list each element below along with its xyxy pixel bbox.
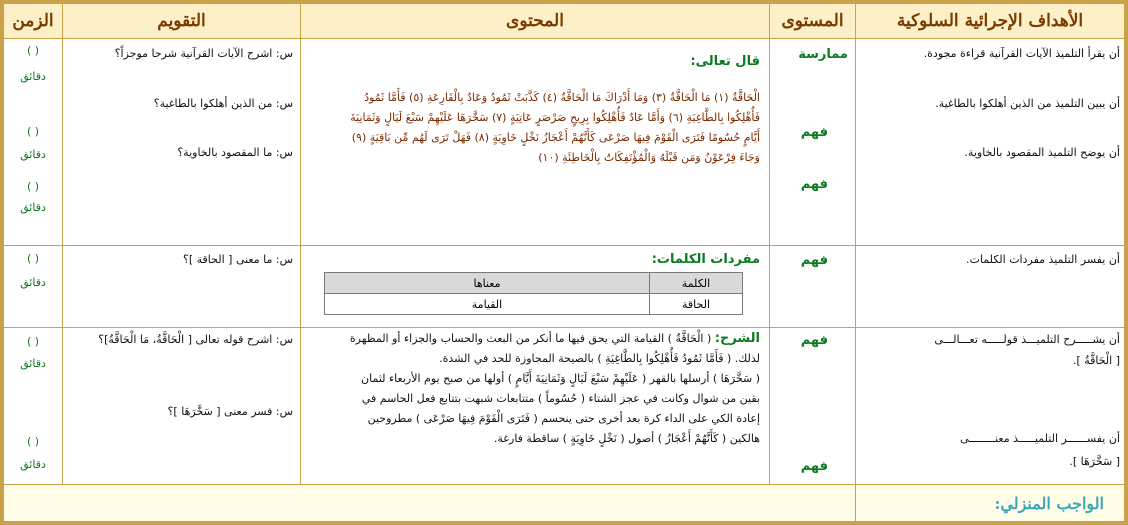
quran-verses (308, 88, 760, 168)
header-objectives-label: الأهداف الإجرائية السلوكية (896, 11, 1084, 31)
objective-explain-a: أن يشـــــرح التلميـــذ قولـــــه تعـــالـــى (934, 333, 1120, 346)
header-content (300, 3, 770, 39)
time-paren-5: ( ) (26, 335, 40, 348)
question-1: س: اشرح الآيات القرآنية شرحا موجزاً؟ (114, 47, 293, 60)
explanation-line-3: ( سَخَّرَهَا ) أرسلها بالقهر ( عَلَيْهِمْ سَبْعَ لَيَالٍ وَثَمَانِيَةَ أَيَّامٍ ) أولها من صبح يوم الأربعاء لثمان (361, 372, 760, 385)
question-2: س: من الذين أهلكوا بالطاغية؟ (153, 97, 293, 110)
header-evaluation (62, 3, 301, 39)
objective-define-a: أن يفســــــر التلميـــــذ معنــــــــى (960, 432, 1120, 445)
objective-explain-b: [ الْحَاقَّةُ ]. (1072, 354, 1120, 367)
time-paren-2: ( ) (26, 125, 40, 138)
objective-vocab: أن يفسر التلميذ مفردات الكلمات. (966, 253, 1120, 266)
header-evaluation-label: التقويم (157, 11, 206, 31)
header-time-label: الزمن (12, 11, 54, 31)
verse-line-3: أَيَّامٍ حُسُومًا فَتَرَى الْقَوْمَ فِيهَا صَرْعَى كَأَنَّهُمْ أَعْجَازُ نَخْلٍ خَاوِيَةٍ (٨) فَهَلْ تَرَى لَهُم مِّن بَاقِيَةٍ (٩) (351, 131, 760, 144)
header-content-label: المحتوى (506, 11, 564, 31)
time-label-3: دقائق (20, 201, 46, 214)
time-paren-6: ( ) (26, 435, 40, 448)
time-paren-3: ( ) (26, 180, 40, 193)
verse-line-4: وَجَاءَ فِرْعَوْنُ وَمَن قَبْلَهُ وَالْمُؤْتَفِكَاتُ بِالْخَاطِئَةِ (١٠) (538, 151, 760, 164)
explanation-line-4: بقين من شوال وكانت في عجز الشتاء ( حُسُوماً ) متتابعات شبهت بتتابع فعل الحاسم في (361, 392, 760, 405)
question-define: س: فسر معنى [ سَخَّرَهَا ]؟ (167, 405, 293, 418)
row1-objectives-cell (855, 38, 1125, 246)
question-vocab: س: ما معنى [ الحاقة ]؟ (183, 253, 293, 266)
vocab-word: الحاقة (650, 294, 743, 315)
question-3: س: ما المقصود بالخاوية؟ (177, 146, 293, 159)
level-vocab: فهم (800, 253, 828, 268)
header-level (769, 3, 856, 39)
objective-3: أن يوضح التلميذ المقصود بالخاوية. (964, 146, 1120, 159)
vocab-header-row (325, 273, 743, 294)
vocab-row (325, 294, 743, 315)
vocab-header-word: الكلمة (650, 273, 743, 294)
level-explain: فهم (800, 333, 828, 348)
homework-title: الواجب المنزلي: (994, 494, 1104, 513)
explanation-line-5: إعادة الكي على الداء كرة بعد أخرى حتى ينحسم ( فَتَرَى الْقَوْمَ فِيهَا صَرْعَى ) مطروحين (367, 412, 760, 425)
time-label-5: دقائق (20, 357, 46, 370)
objective-define-b: [ سَخَّرَهَا ]. (1069, 455, 1120, 468)
header-objectives (855, 3, 1125, 39)
sharh-label: الشرح: (714, 331, 760, 346)
explanation-line-1 (308, 329, 760, 349)
header-level-label: المستوى (781, 11, 844, 31)
objective-2: أن يبين التلميذ من الذين أهلكوا بالطاغية. (935, 97, 1120, 110)
time-label-2: دقائق (20, 148, 46, 161)
level-understand-2: فهم (800, 177, 828, 192)
time-label-1: دقائق (20, 70, 46, 83)
content-title-verses: قال تعالى: (690, 54, 760, 69)
content-title-vocab: مفردات الكلمات: (651, 252, 760, 267)
explanation-line-2: لذلك. ( فَأَمَّا ثَمُودُ فَأُهْلِكُوا بِالطَّاغِيَةِ ) بالصيحة المجاوزة للحد في الشدة. (439, 352, 760, 365)
vocab-meaning: القيامة (325, 294, 650, 315)
row1-level-cell (769, 38, 856, 246)
sharh-text-1: ( الْحَاقَّةُ ) القيامة التي يحق فيها ما أنكر من البعث والحساب والجزاء أو المظهرة (349, 332, 712, 345)
verse-line-1: الْحَاقَّةُ (١) مَا الْحَاقَّةُ (٣) وَمَا أَدْرَاكَ مَا الْحَاقَّةُ (٤) كَذَّبَتْ ثَمُودُ وَعَادٌ بِالْقَارِعَةِ (٥) فَأَمَّا ثَمُودُ (364, 91, 760, 104)
time-paren-4: ( ) (26, 252, 40, 265)
row1-evaluation-cell (62, 38, 301, 246)
level-understand-1: فهم (800, 125, 828, 140)
verse-line-2: فَأُهْلِكُوا بِالطَّاغِيَةِ (٦) وَأَمَّا عَادٌ فَأُهْلِكُوا بِرِيحٍ صَرْصَرٍ عَاتِيَةٍ (٧) سَخَّرَهَا عَلَيْهِمْ سَبْعَ لَيَالٍ وَثَمَانِيَةَ (350, 111, 760, 124)
question-explain: س: اشرح قوله تعالى [ الْحَاقَّةُ، مَا الْحَاقَّةُ]؟ (98, 333, 293, 346)
explanation (308, 329, 760, 449)
time-label-4: دقائق (20, 276, 46, 289)
level-define: فهم (800, 459, 828, 474)
vocab-table (324, 272, 743, 315)
objective-1: أن يقرأ التلميذ الآيات القرآنية قراءة مجودة. (923, 47, 1120, 60)
time-paren-1: ( ) (26, 44, 40, 57)
level-practice: ممارسة (798, 47, 848, 62)
vocab-header-meaning: معناها (325, 273, 650, 294)
homework-answer-cell (3, 484, 856, 522)
explanation-line-6: هالكين ( كَأَنَّهُمْ أَعْجَازُ ) أصول ( نَخْلٍ خَاوِيَةٍ ) ساقطة فارغة. (493, 432, 760, 445)
header-time (3, 3, 63, 39)
time-label-6: دقائق (20, 458, 46, 471)
